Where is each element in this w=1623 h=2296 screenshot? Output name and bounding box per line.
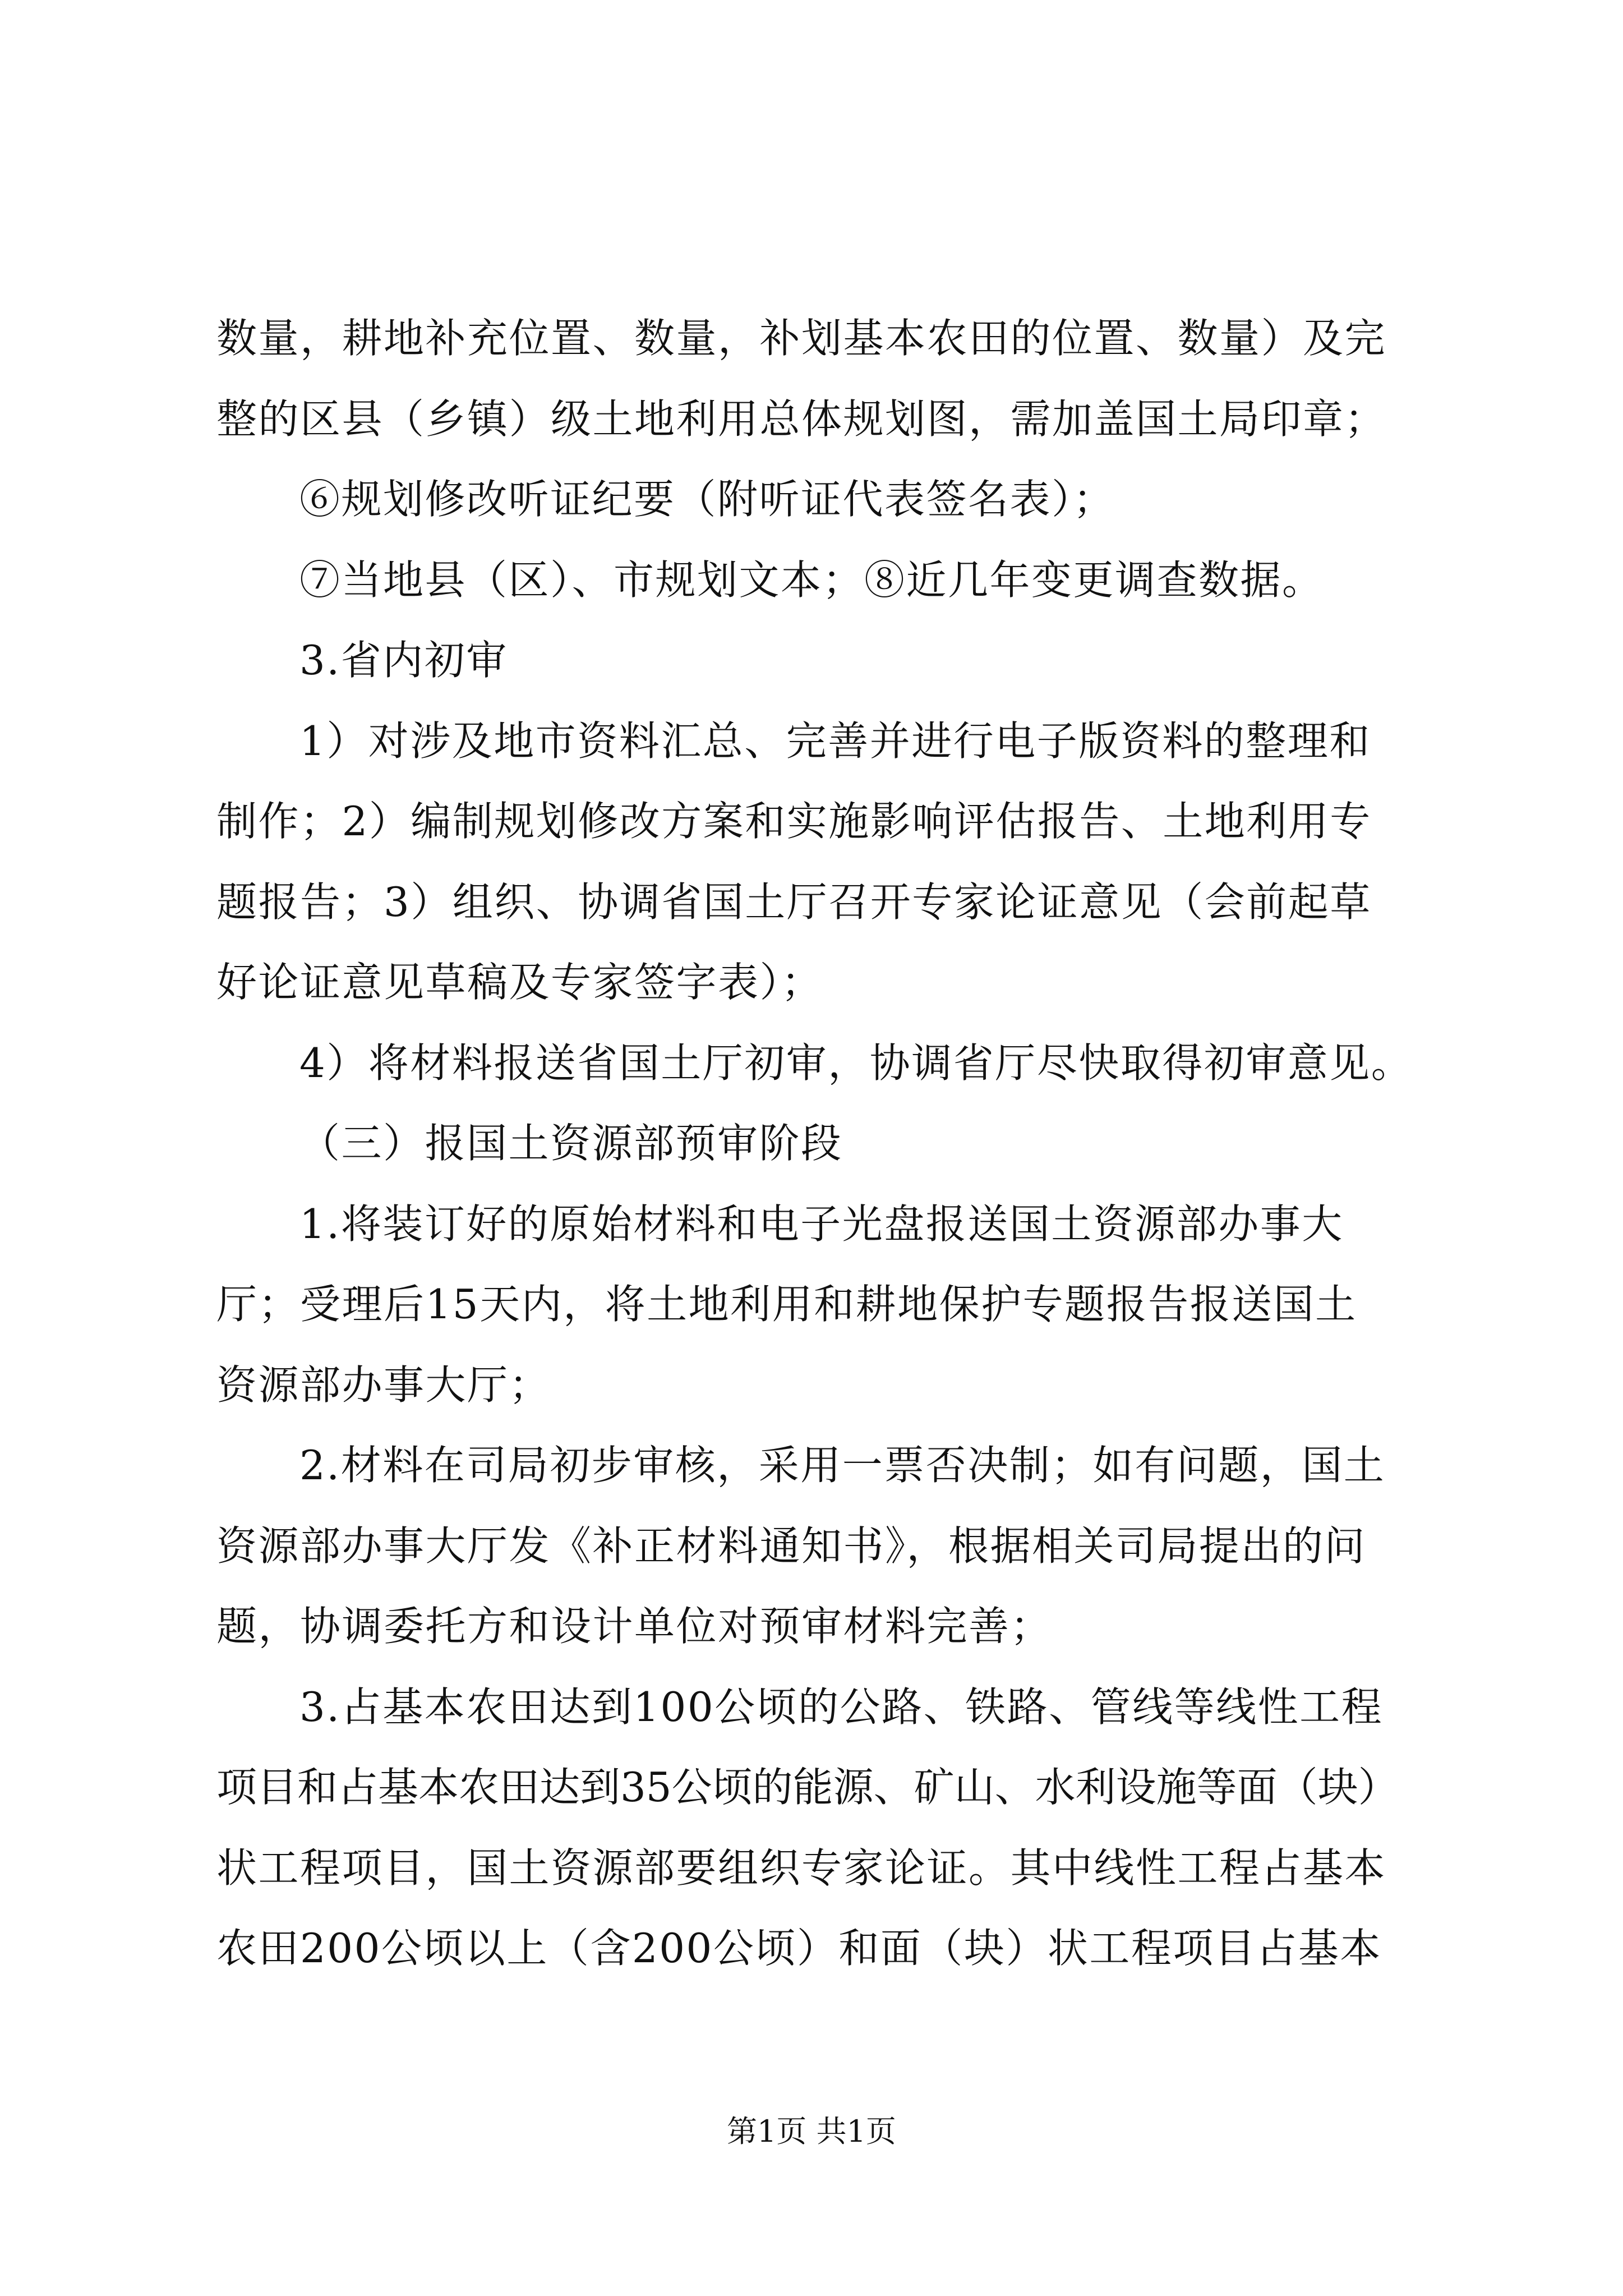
text-line: 4）将材料报送省国土厅初审，协调省厅尽快取得初审意见。 [299,1039,1413,1087]
text-line: 3.占基本农田达到100公顷的公路、铁路、管线等线性工程 [299,1683,1384,1731]
body-text [216,298,1417,1989]
text-line: 项目和占基本农田达到35公顷的能源、矿山、水利设施等面（块） [216,1764,1399,1811]
text-line: 资源部办事大厅； [216,1361,551,1409]
text-line: 2.材料在司局初步审核，采用一票否决制；如有问题，国土 [299,1442,1386,1489]
text-line: 题报告；3）组织、协调省国土厅召开专家论证意见（会前起草 [216,878,1372,926]
text-line: 整的区县（乡镇）级土地利用总体规划图，需加盖国土局印章； [216,395,1387,443]
text-line: 数量，耕地补充位置、数量，补划基本农田的位置、数量）及完 [216,315,1387,362]
text-line: 题，协调委托方和设计单位对预审材料完善； [216,1603,1053,1650]
section-heading: 3.省内初审 [299,637,508,684]
text-line: ⑥规划修改听证纪要（附听证代表签名表）； [299,476,1115,523]
section-heading: （三）报国土资源部预审阶段 [299,1120,843,1167]
text-line: 制作；2）编制规划修改方案和实施影响评估报告、土地利用专 [216,798,1372,845]
text-line: 1）对涉及地市资料汇总、完善并进行电子版资料的整理和 [299,717,1371,765]
text-line: 好论证意见草稿及专家签字表）； [216,959,823,1006]
text-line: ⑦当地县（区）、市规划文本；⑧近几年变更调查数据。 [299,556,1324,604]
text-line: 农田200公顷以上（含200公顷）和面（块）状工程项目占基本 [216,1925,1382,1972]
text-line: 厅；受理后15天内，将土地利用和耕地保护专题报告报送国土 [216,1281,1357,1328]
page-footer: 第1页 共1页 [727,2114,896,2149]
text-line: 状工程项目，国土资源部要组织专家论证。其中线性工程占基本 [216,1844,1387,1892]
text-line: 1.将装订好的原始材料和电子光盘报送国土资源部办事大 [299,1200,1344,1248]
text-line: 资源部办事大厅发《补正材料通知书》，根据相关司局提出的问 [216,1522,1367,1570]
